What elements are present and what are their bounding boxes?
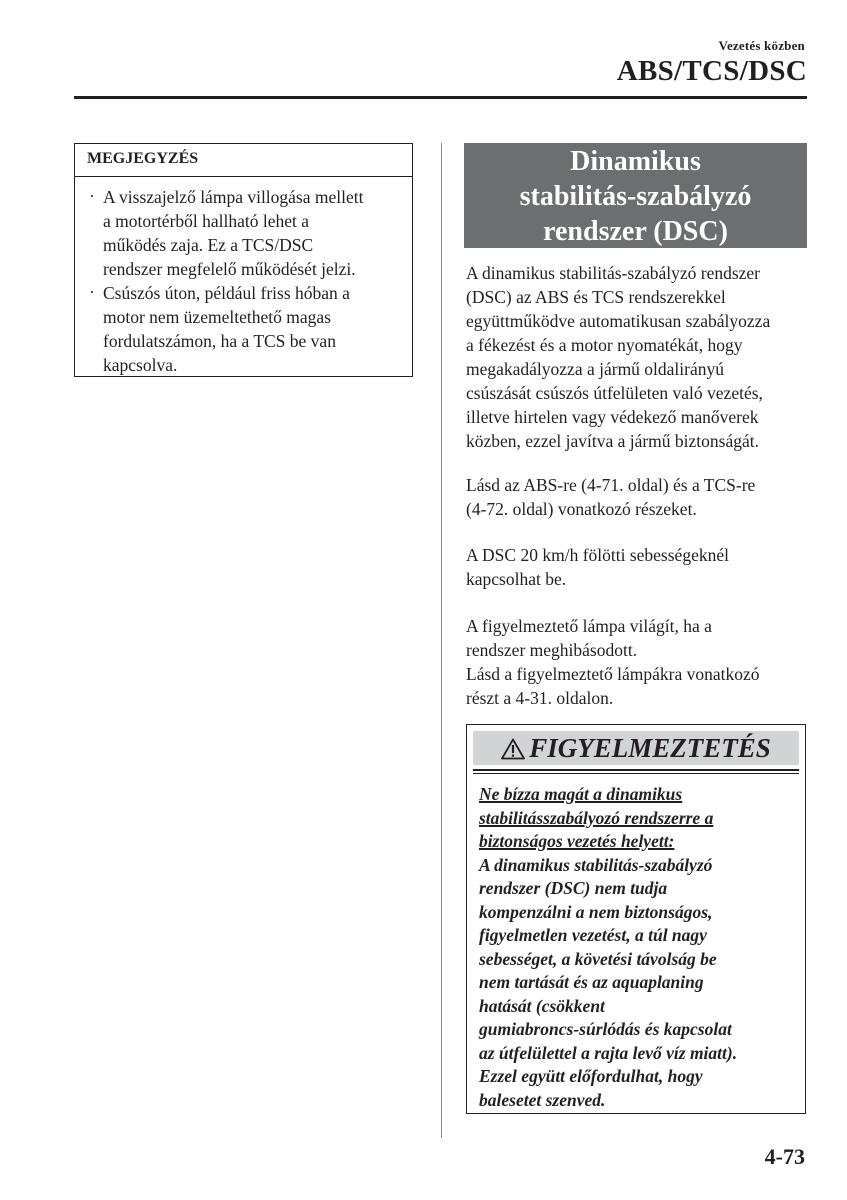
paragraph-line: együttműködve automatikusan szabályozza [466,311,771,331]
note-line: rendszer megfelelő működését jelzi. [103,259,356,279]
paragraph-activation-speed [466,543,811,591]
warning-line: rendszer (DSC) nem tudja [479,878,668,898]
warning-line: gumiabroncs-súrlódás és kapcsolat [479,1019,732,1039]
note-line: működés zaja. Ez a TCS/DSC [103,235,314,255]
note-item [87,281,404,377]
paragraph-warning-lamp [466,614,811,710]
warning-line: A dinamikus stabilitás-szabályzó [479,854,713,875]
paragraph-line: A figyelmeztető lámpa világít, ha a [466,616,712,636]
note-box [74,143,413,377]
warning-line: hatását (csökkent [479,995,605,1016]
note-line: motor nem üzemeltethető magas [103,307,331,327]
paragraph-line: Lásd az ABS-re (4-71. oldal) és a TCS-re [466,475,756,495]
paragraph-line: rendszer meghibásodott. [466,640,638,660]
warning-line: nem tartását és az aquaplaning [479,972,704,992]
bullet-icon: · [89,282,95,302]
paragraph-line: részt a 4-31. oldalon. [466,688,614,708]
heading-line: stabilitás-szabályzó [519,181,752,212]
warning-rule [473,773,799,774]
warning-lead-line: Ne bízza magát a dinamikus [479,784,683,804]
page-number: 4-73 [764,1144,805,1169]
note-heading: MEGJEGYZÉS [75,144,412,177]
warning-rule [473,769,799,771]
paragraph-line: (DSC) az ABS és TCS rendszerekkel [466,287,726,307]
heading-line: Dinamikus [570,146,701,177]
paragraph-line: illetve hirtelen vagy védekező manőverek [466,407,759,427]
warning-box [466,724,806,1114]
running-header-title: ABS/TCS/DSC [616,55,807,87]
paragraph-line: közben, ezzel javítva a jármű biztonságát. [466,431,759,451]
paragraph-cross-reference [466,473,811,521]
paragraph-line: kapcsolhat be. [466,569,567,589]
paragraph-line: a fékezést és a motor nyomatékát, hogy [466,335,743,355]
note-line: fordulatszámon, ha a TCS be van [103,331,336,351]
warning-line: figyelmetlen vezetést, a túl nagy [479,925,707,945]
header-rule [74,96,807,99]
dsc-section-heading [464,143,807,248]
warning-line: kompenzálni a nem biztonságos, [479,901,713,922]
note-item [87,185,404,281]
heading-line: rendszer (DSC) [543,216,728,247]
note-line: a motortérből hallható lehet a [103,211,310,231]
note-line: A visszajelző lámpa villogása mellett [103,187,364,207]
running-header-section: Vezetés közben [718,38,805,53]
column-divider [441,143,442,1138]
warning-line: balesetet szenved. [479,1089,606,1110]
bullet-icon: · [89,186,95,206]
paragraph-line: (4-72. oldal) vonatkozó részeket. [466,499,697,519]
warning-text [479,783,795,1112]
warning-line: az útfelülettel a rajta levő víz miatt). [479,1042,738,1063]
paragraph-line: A dinamikus stabilitás-szabályzó rendszer [466,263,761,283]
paragraph-line: A DSC 20 km/h fölötti sebességeknél [466,545,729,565]
paragraph-line: megakadályozza a jármű oldalirányú [466,359,725,379]
note-list [75,177,412,377]
warning-title: FIGYELMEZTETÉS [529,733,771,763]
paragraph-line: csúszását csúszós útfelületen való vezetés, [466,383,763,403]
paragraph-dsc-description [466,261,811,453]
warning-lead-line: stabilitásszabályozó rendszerre a [479,807,714,828]
paragraph-line: Lásd a figyelmeztető lámpákra vonatkozó [466,664,760,684]
warning-line: Ezzel együtt előfordulhat, hogy [479,1066,703,1086]
warning-line: sebességet, a követési távolság be [479,948,717,969]
note-line: Csúszós úton, például friss hóban a [103,283,350,303]
warning-triangle-icon [501,738,525,760]
warning-lead-line: biztonságos vezetés helyett: [479,831,675,851]
warning-header [473,731,799,765]
note-line: kapcsolva. [103,355,178,375]
